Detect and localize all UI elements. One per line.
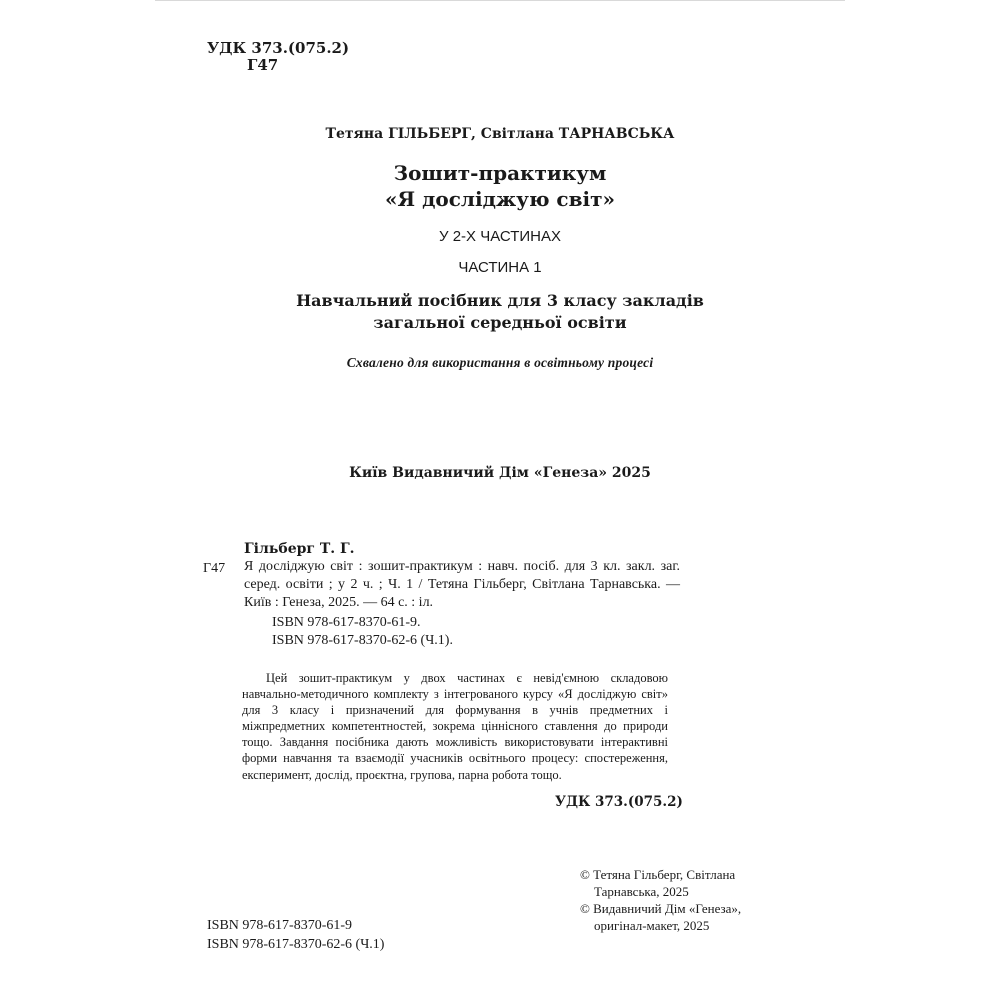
copyright-authors: © Тетяна Гільберг, Світлана [580,867,736,882]
description-line-2: загальної середньої освіти [373,313,627,332]
authors-line: Тетяна ГІЛЬБЕРГ, Світлана ТАРНАВСЬКА [325,126,675,142]
title-line-2: «Я досліджую світ» [384,187,615,211]
approval-note: Схвалено для використання в освітньому процесі [346,355,654,370]
copyright-block [580,866,741,934]
card-author: Гільберг Т. Г. [244,541,355,557]
author-cipher: Г47 [247,56,279,74]
udk-code: УДК 373.(075.2) [207,39,350,57]
isbn-block [207,916,384,954]
top-border-line [155,0,845,1]
book-title [0,160,1000,212]
udk-footer: УДК 373.(075.2) [555,794,683,810]
annotation-text: Цей зошит-практикум у двох частинах є невід'ємною складовою навчально-методичного комплекту з інтегрованого курсу «Я досліджую світ» для 3 класу і призначений для формування в учнів предметних і міжпредметних компетентностей, зокрема ціннісного ставлення до природи тощо. Завдання посібника дають можливість використовувати інтерактивні форми навчання та взаємодії учасників освітнього процесу: спостереження, експеримент, дослід, проєктна, групова, парна робота тощо. [242,671,668,782]
publisher-imprint: Київ Видавничий Дім «Генеза» 2025 [349,465,651,481]
udk-header [207,40,349,74]
isbn-part-1: ISBN 978-617-8370-62-6 (Ч.1) [207,937,385,952]
card-isbn-2: ISBN 978-617-8370-62-6 (Ч.1). [272,633,453,648]
book-description [0,290,1000,334]
card-isbn-1: ISBN 978-617-8370-61-9. [272,615,421,630]
isbn-full-set: ISBN 978-617-8370-61-9 [207,918,353,933]
copyright-authors-cont: Тарнавська, 2025 [594,884,689,899]
description-line-1: Навчальний посібник для 3 класу закладів [296,291,704,310]
card-bibliographic-entry: Я досліджую світ : зошит-практикум : навч. посіб. для 3 кл. закл. заг. серед. освіти ; у 2 ч. ; Ч. 1 / Тетяна Гільберг, Світлана Тарнавська. — Київ : Генеза, 2025. — 64 с. : іл. [244,559,680,610]
copyright-publisher-cont: оригінал-макет, 2025 [594,918,710,933]
title-line-1: Зошит-практикум [393,161,607,185]
copyright-publisher: © Видавничий Дім «Генеза», [580,901,742,916]
catalog-card [200,540,680,650]
part-number: ЧАСТИНА 1 [458,259,542,276]
card-cipher: Г47 [203,561,226,576]
parts-count: У 2-Х ЧАСТИНАХ [439,228,561,245]
